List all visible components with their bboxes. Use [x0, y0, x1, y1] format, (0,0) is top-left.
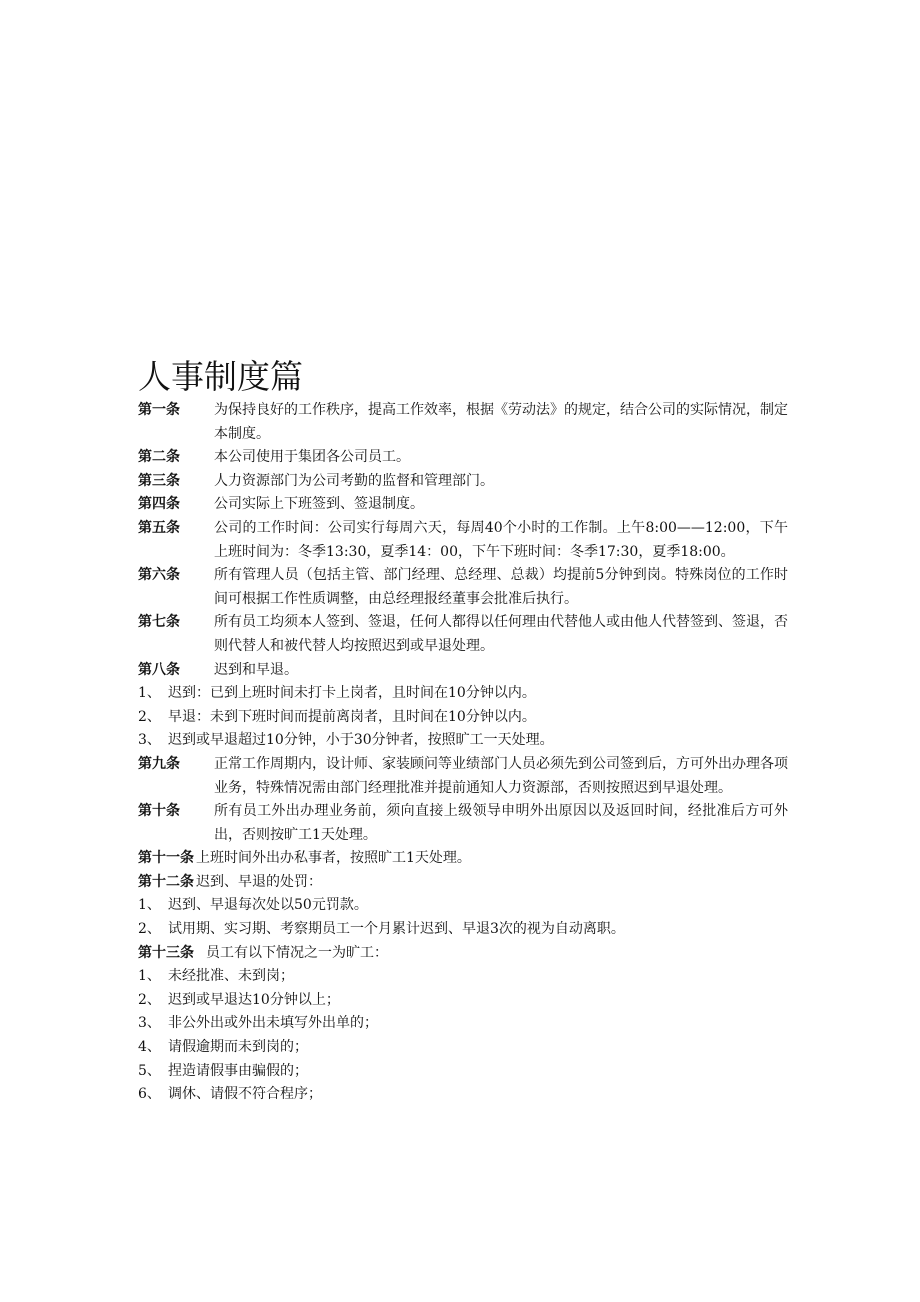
article-text: 所有管理人员（包括主管、部门经理、总经理、总裁）均提前5分钟到岗。特殊岗位的工作时间可根据工作性质调整，由总经理报经董事会批准后执行。	[214, 567, 788, 607]
list-text: 调休、请假不符合程序；	[168, 1086, 322, 1103]
list-item	[138, 682, 788, 706]
article-6	[138, 564, 788, 611]
list-number: 5、	[138, 1062, 161, 1079]
list-number: 2、	[138, 708, 161, 725]
list-item	[138, 729, 788, 753]
list-text: 迟到：已到上班时间未打卡上岗者，且时间在10分钟以内。	[168, 685, 536, 702]
list-number: 3、	[138, 1015, 161, 1032]
list-number: 1、	[138, 897, 161, 914]
article-8	[138, 659, 788, 683]
article-2	[138, 446, 788, 470]
list-number: 2、	[138, 991, 161, 1008]
article-label: 第十三条	[138, 944, 194, 961]
article-label: 第八条	[138, 661, 180, 678]
article-text: 迟到、早退的处罚：	[196, 873, 322, 890]
list-number: 4、	[138, 1039, 161, 1056]
article-label: 第一条	[138, 402, 180, 418]
list-item	[138, 989, 788, 1013]
article-text: 所有员工外出办理业务前，须向直接上级领导申明外出原因以及返回时间，经批准后方可外出，否则按旷工1天处理。	[214, 803, 788, 843]
list-text: 捏造请假事由骗假的；	[168, 1062, 308, 1079]
article-11	[138, 847, 788, 871]
article-label: 第七条	[138, 614, 180, 631]
list-text: 迟到或早退超过10分钟，小于30分钟者，按照旷工一天处理。	[168, 732, 554, 749]
article-4	[138, 493, 788, 517]
article-7	[138, 611, 788, 658]
article-text: 公司实际上下班签到、签退制度。	[214, 496, 424, 513]
article-12	[138, 871, 788, 895]
article-label: 第十条	[138, 803, 180, 820]
list-text: 未经批准、未到岗；	[168, 968, 294, 985]
list-number: 1、	[138, 685, 161, 702]
article-5	[138, 517, 788, 564]
list-number: 6、	[138, 1086, 161, 1103]
list-item	[138, 1083, 788, 1107]
document-title: 人事制度篇	[138, 357, 303, 396]
list-text: 早退：未到下班时间而提前离岗者，且时间在10分钟以内。	[168, 708, 536, 725]
article-label: 第六条	[138, 567, 180, 584]
article-3	[138, 470, 788, 494]
document-page	[138, 357, 788, 1107]
list-number: 3、	[138, 732, 161, 749]
article-label: 第十一条	[138, 850, 194, 867]
list-text: 迟到、早退每次处以50元罚款。	[168, 897, 368, 914]
article-text: 迟到和早退。	[214, 661, 298, 678]
list-item	[138, 706, 788, 730]
list-number: 1、	[138, 968, 161, 985]
article-text: 公司的工作时间：公司实行每周六天，每周40个小时的工作制。上午8:00——12:00，下午上班时间为：冬季13:30，夏季14：00，下午下班时间：冬季17:30，夏季18:00。	[214, 519, 788, 560]
article-label: 第九条	[138, 755, 180, 772]
article-text: 人力资源部门为公司考勤的监督和管理部门。	[214, 472, 494, 489]
article-13	[138, 942, 788, 966]
article-text: 本公司使用于集团各公司员工。	[214, 449, 410, 466]
list-item	[138, 1012, 788, 1036]
article-label: 第四条	[138, 496, 180, 513]
list-text: 非公外出或外出未填写外出单的；	[168, 1015, 378, 1032]
article-1	[138, 399, 788, 446]
article-text: 为保持良好的工作秩序，提高工作效率，根据《劳动法》的规定，结合公司的实际情况，制定本制度。	[214, 402, 788, 442]
article-text: 员工有以下情况之一为旷工：	[206, 944, 388, 961]
article-text: 上班时间外出办私事者，按照旷工1天处理。	[196, 850, 471, 867]
list-text: 请假逾期而未到岗的；	[168, 1039, 308, 1056]
article-label: 第十二条	[138, 873, 194, 890]
list-item	[138, 1060, 788, 1084]
article-9	[138, 753, 788, 800]
article-label: 第五条	[138, 519, 180, 536]
list-item	[138, 918, 788, 942]
article-10	[138, 800, 788, 847]
article-text: 所有员工均须本人签到、签退，任何人都得以任何理由代替他人或由他人代替签到、签退，否则代替人和被代替人均按照迟到或早退处理。	[214, 614, 788, 654]
article-label: 第三条	[138, 472, 180, 489]
list-item	[138, 1036, 788, 1060]
list-text: 迟到或早退达10分钟以上；	[168, 991, 340, 1008]
list-text: 试用期、实习期、考察期员工一个月累计迟到、早退3次的视为自动离职。	[168, 921, 625, 938]
list-item	[138, 894, 788, 918]
article-text: 正常工作周期内，设计师、家装顾问等业绩部门人员必须先到公司签到后，方可外出办理各项业务，特殊情况需由部门经理批准并提前通知人力资源部，否则按照迟到早退处理。	[214, 755, 788, 796]
list-item	[138, 965, 788, 989]
list-number: 2、	[138, 921, 161, 938]
article-label: 第二条	[138, 449, 180, 466]
